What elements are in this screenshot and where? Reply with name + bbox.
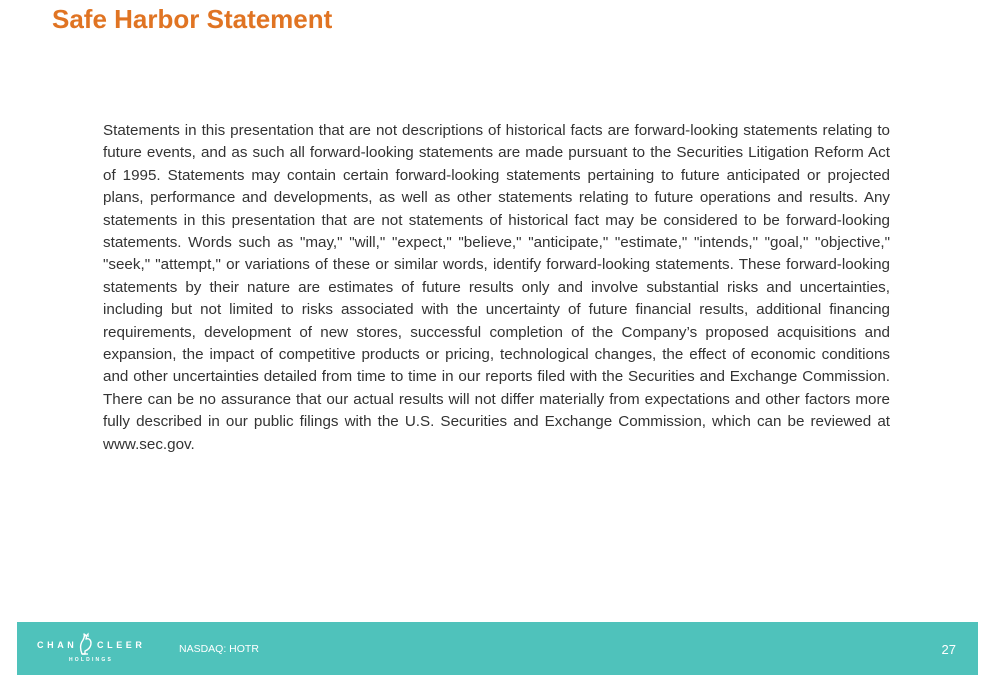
company-logo (37, 632, 149, 666)
footer-bar (17, 622, 978, 675)
logo-word-left: CHAN (37, 640, 78, 650)
logo-word-right: CLEER (97, 640, 146, 650)
logo-subtext: HOLDINGS (69, 657, 113, 663)
slide-title: Safe Harbor Statement (52, 4, 333, 34)
stock-ticker: NASDAQ: HOTR (179, 643, 259, 655)
rooster-icon (73, 632, 97, 656)
safe-harbor-text: Statements in this presentation that are not descriptions of historical facts are forward-looking statements relating to future events, and as such all forward-looking statements are made pursuant to the Securities Litigation Reform Act of 1995. Statements may contain certain forward-looking statements pertaining to future anticipated or projected plans, performance and developments, as well as other statements relating to future operations and results. Any statements in this presentation that are not statements of historical fact may be considered to be forward-looking statements. Words such as "may," "will," "expect," "believe," "anticipate," "estimate," "intends," "goal," "objective," "seek," "attempt," or variations of these or similar words, identify forward-looking statements. These forward-looking statements by their nature are estimates of future results only and involve substantial risks and uncertainties, including but not limited to risks associated with the uncertainty of future financial results, additional financing requirements, development of new stores, successful completion of the Company’s proposed acquisitions and expansion, the impact of competitive products or pricing, technological changes, the effect of economic conditions and other uncertainties detailed from time to time in our reports filed with the Securities and Exchange Commission. There can be no assurance that our actual results will not differ materially from expectations and other factors more fully described in our public filings with the U.S. Securities and Exchange Commission, which can be reviewed at www.sec.gov. (103, 122, 890, 453)
page-number: 27 (941, 642, 956, 657)
